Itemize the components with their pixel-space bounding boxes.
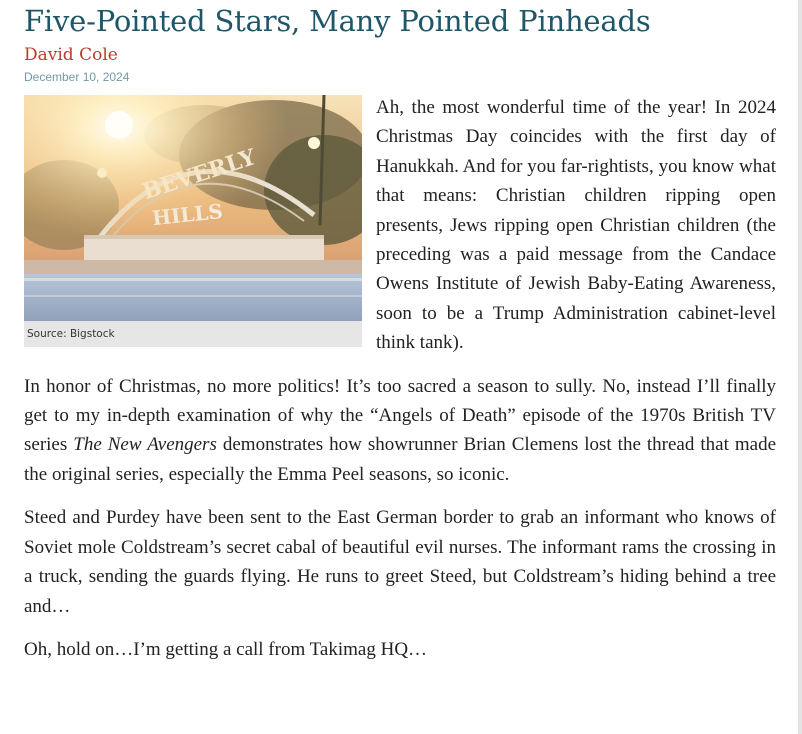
image-caption: Source: Bigstock <box>24 321 362 347</box>
article-paragraph-2 <box>24 372 776 490</box>
article-paragraph-4: Oh, hold on…I’m getting a call from Takimag HQ… <box>24 638 428 660</box>
article-figure <box>24 95 362 347</box>
author-link[interactable]: David Cole <box>24 45 118 65</box>
article-title: Five-Pointed Stars, Many Pointed Pinheads <box>24 4 651 38</box>
article-paragraph-3: Steed and Purdey have been sent to the East German border to grab an informant who knows of Soviet mole Coldstream’s secret cabal of beautiful evil nurses. The informant rams the crossing in a truck, sending the guards flying. He runs to greet Steed, but Coldstream’s hiding behind a tree and… <box>24 507 776 617</box>
show-title-italic: The New Avengers <box>73 434 217 456</box>
article <box>24 0 776 678</box>
paragraph-2-text-a: In honor of Christmas, no more politics! It’s too sacred a season to sully. No, instead I’ll finally get to my in-depth examination of why the “Angels of Death” episode of the 1970s British TV series <box>24 375 776 456</box>
scrollbar-track[interactable] <box>798 0 802 734</box>
article-paragraph-1: Ah, the most wonderful time of the year! In 2024 Christmas Day coincides with the first day of Hanukkah. And for you far-rightists, you know what that means: Christian children ripping open presents, Jews ripping open Christian children (the preceding was a paid message from the Candace Owens Institute of Jewish Baby-Eating Awareness, soon to be a Trump Administration cabinet-level think tank). <box>376 97 776 354</box>
paragraph-2-text-b: demonstrates how showrunner Brian Clemens lost the thread that made the original series, especially the Emma Peel seasons, so iconic. <box>24 434 776 485</box>
beverly-hills-sign-photo <box>24 95 362 321</box>
publish-date: December 10, 2024 <box>24 70 130 84</box>
